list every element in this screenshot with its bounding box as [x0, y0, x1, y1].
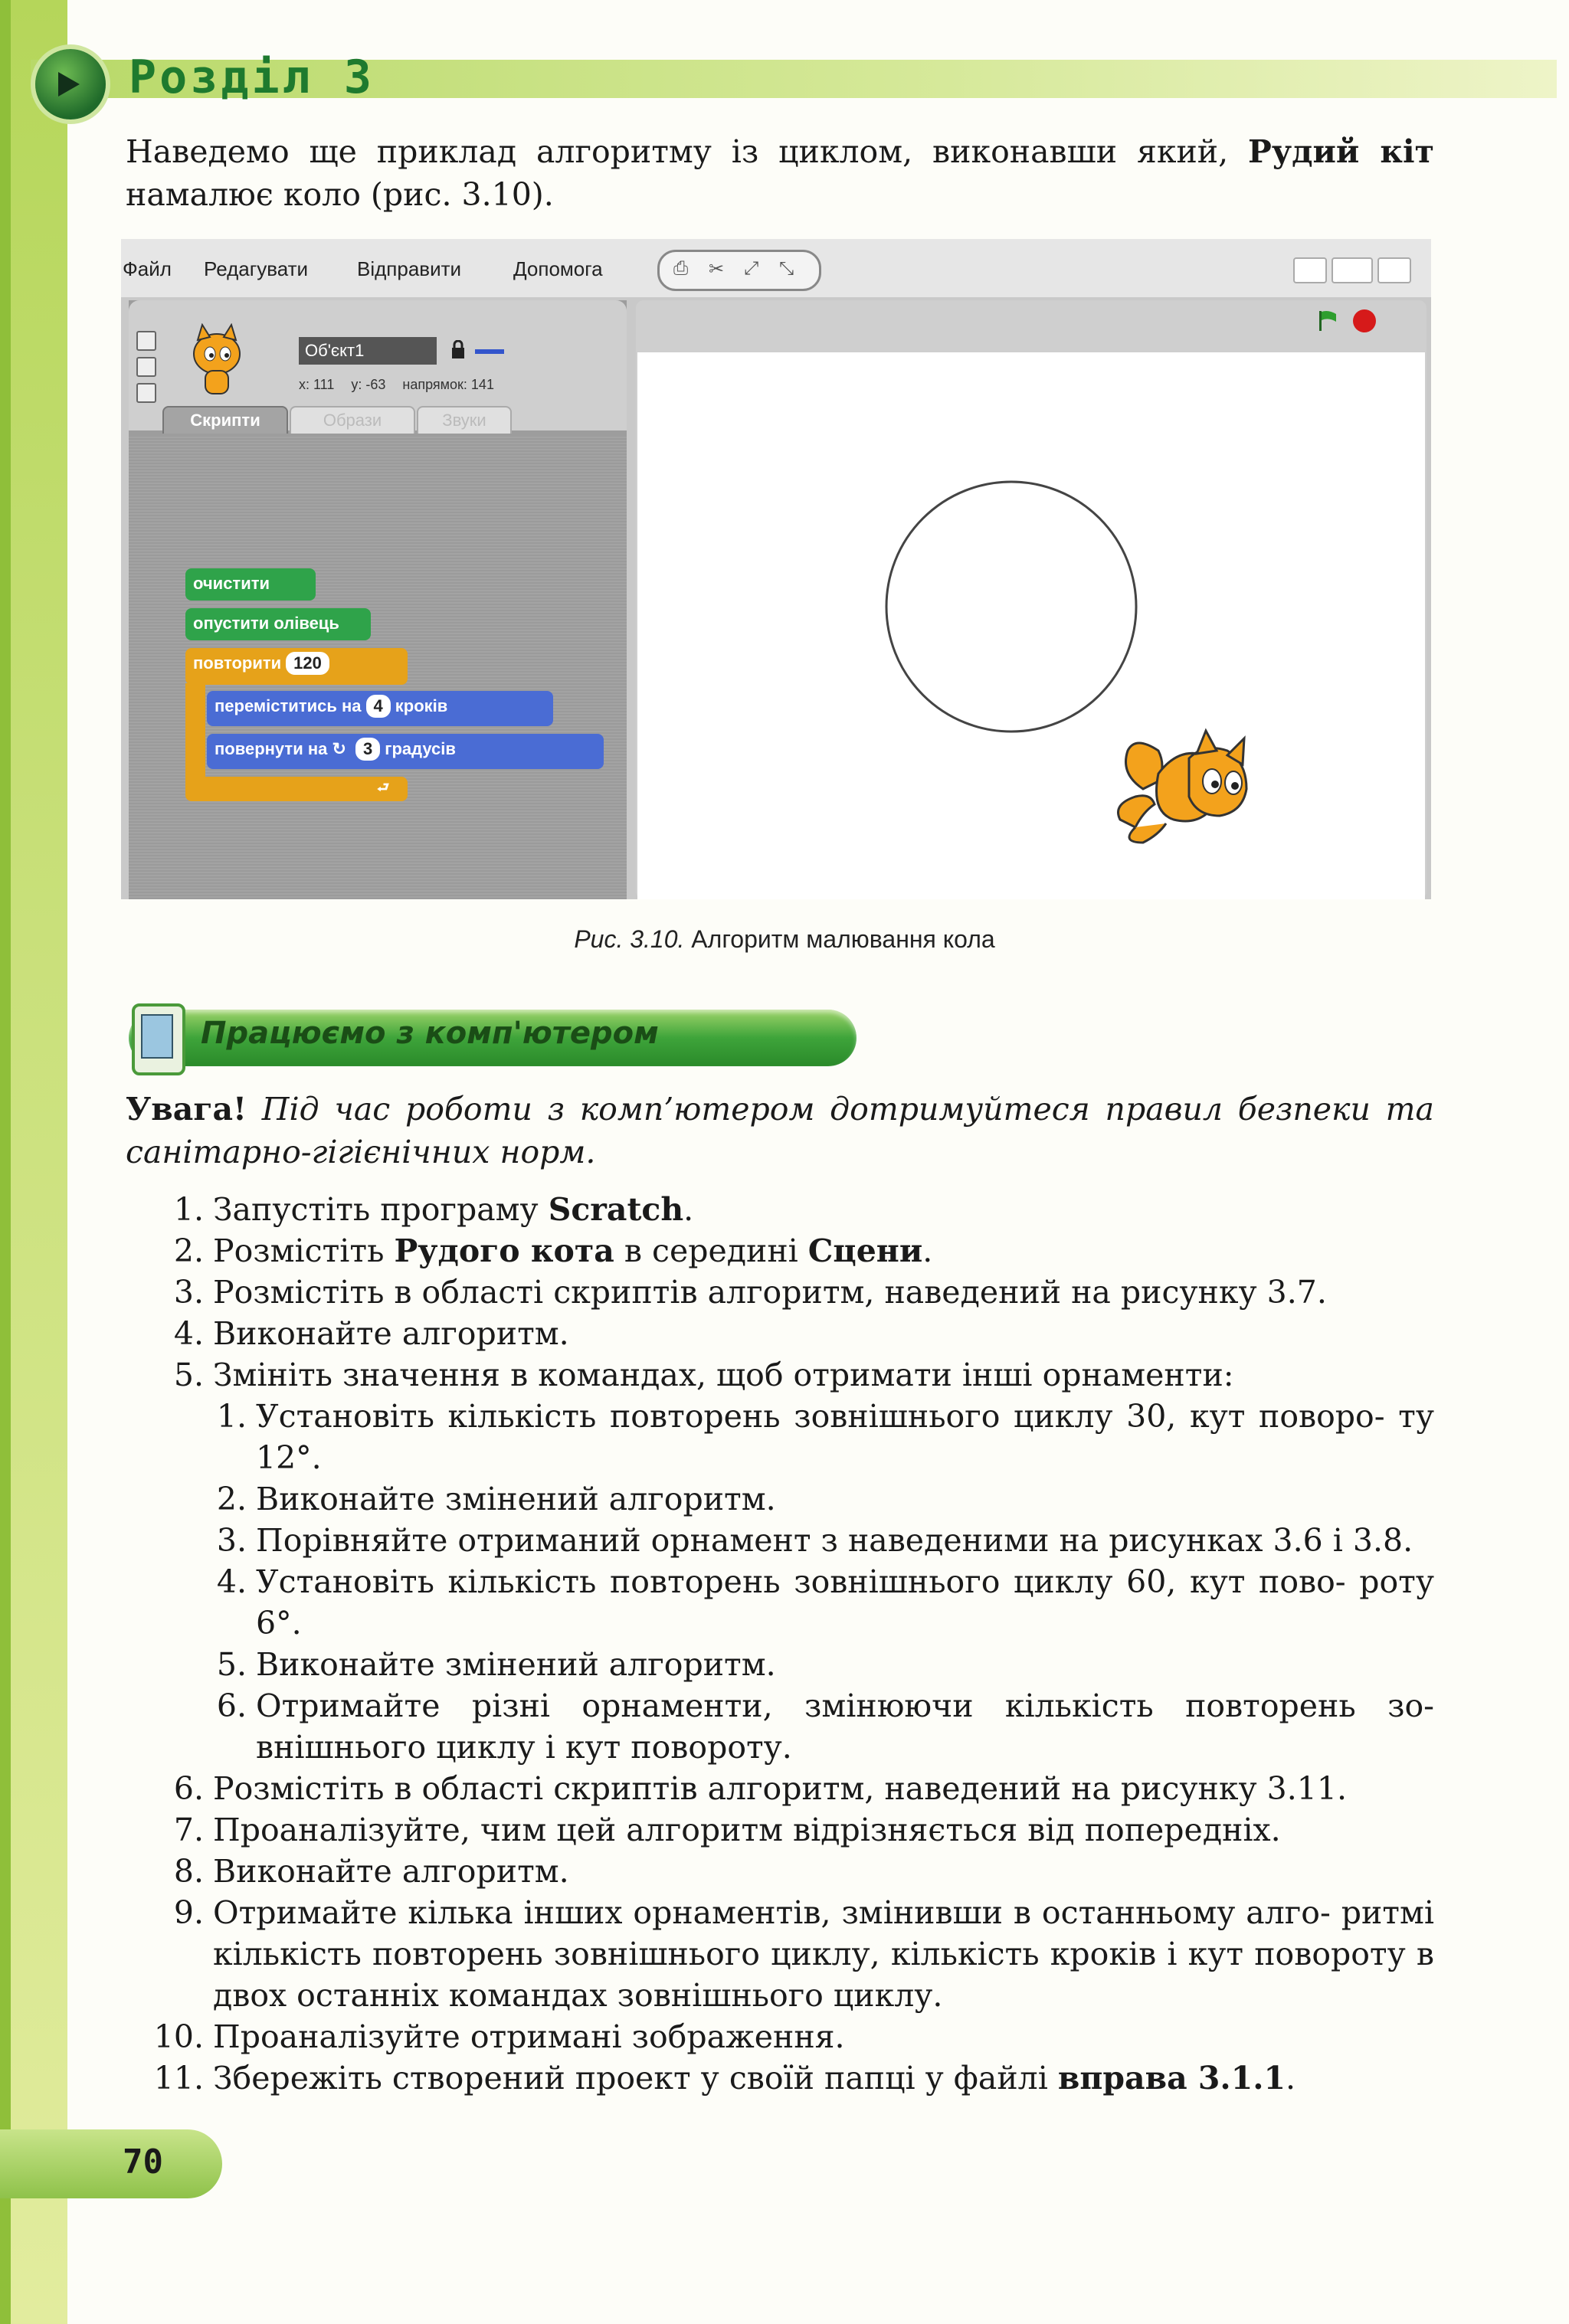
task-text [256, 1685, 1434, 1768]
task-text [256, 1561, 1434, 1644]
task-item [0, 2016, 1569, 2057]
task-number: 3. [173, 1274, 204, 1311]
task-text [213, 1272, 1434, 1313]
task-text-part: Порівняйте отриманий орнамент з наведеними на рисунках 3.6 і 3.8. [256, 1522, 1413, 1559]
pen-down-block[interactable]: опустити олівець [185, 608, 371, 640]
task-number: 2. [216, 1481, 247, 1517]
sprite-info [129, 300, 627, 430]
task-number: 4. [173, 1315, 204, 1352]
sprite-name-field[interactable]: Об'єкт1 [299, 337, 437, 365]
task-text-part: Розмістіть в області скриптів алгоритм, наведений на рисунку 3.11. [213, 1770, 1347, 1807]
figure-caption [0, 925, 1569, 954]
task-text [213, 1189, 1434, 1230]
cut-icon[interactable]: ✂ [709, 259, 725, 280]
task-text-part: Запустіть програму [213, 1191, 549, 1228]
turn-degrees[interactable]: 3 [355, 738, 380, 761]
coord-y: y: -63 [351, 377, 386, 392]
presentation-icon[interactable] [1377, 257, 1411, 283]
small-stage-icon[interactable] [1293, 257, 1327, 283]
intro-text: Наведемо ще приклад алгоритму із циклом, виконавши який, [126, 133, 1249, 170]
task-text-part: Проаналізуйте, чим цей алгоритм відрізняється від попередніх. [213, 1812, 1281, 1848]
move-unit: кроків [395, 696, 448, 715]
task-number: 10. [153, 2018, 204, 2055]
task-text [213, 2057, 1434, 2099]
menu-item-file[interactable]: Файл [123, 257, 172, 280]
caption-label: Рис. 3.10. [574, 925, 685, 953]
turn-label: повернути на [215, 739, 328, 758]
direction-indicator [475, 349, 504, 354]
task-text [256, 1520, 1434, 1561]
menu-bar [121, 239, 1431, 297]
task-text-part: Виконайте змінений алгоритм. [256, 1481, 776, 1517]
grow-icon[interactable]: ⤢ [744, 258, 759, 279]
task-text [213, 1809, 1434, 1851]
task-text-part: Розмістіть [213, 1232, 395, 1269]
flip-icon[interactable] [136, 357, 156, 377]
task-item [0, 1230, 1569, 1272]
sub-task-item [0, 1685, 1569, 1768]
task-text-part: . [683, 1191, 694, 1228]
turn-block[interactable] [207, 734, 604, 769]
page-number: 70 [123, 2142, 163, 2182]
caption-text: Алгоритм малювання кола [684, 925, 995, 953]
chapter-title: Розділ 3 [129, 51, 375, 104]
task-text-part: в середині [614, 1232, 808, 1269]
task-text-part: Виконайте змінений алгоритм. [256, 1646, 776, 1683]
task-text-part: Змініть значення в командах, щоб отримати інші орнаменти: [213, 1357, 1234, 1393]
lock-icon[interactable] [450, 340, 466, 360]
stage-drawing [637, 352, 1425, 899]
no-rotate-icon[interactable] [136, 383, 156, 403]
task-text [213, 2016, 1434, 2057]
coord-x: x: 111 [299, 377, 335, 392]
task-text [213, 1230, 1434, 1272]
task-number: 6. [216, 1687, 247, 1724]
shrink-icon[interactable]: ⤡ [779, 258, 794, 279]
turn-cw-icon: ↻ [327, 739, 352, 758]
task-text [256, 1478, 1434, 1520]
move-block[interactable] [207, 691, 553, 726]
drawn-circle [886, 482, 1136, 732]
chapter-arrow-icon [35, 49, 106, 119]
sub-task-item [0, 1520, 1569, 1561]
task-text [213, 1354, 1434, 1396]
repeat-end [185, 777, 408, 801]
sub-task-item [0, 1478, 1569, 1520]
scratch-figure [121, 239, 1431, 899]
repeat-label: повторити [193, 653, 282, 673]
intro-bold: Рудий кіт [1248, 133, 1434, 170]
attention-text: Під час роботи з комп’ютером дотримуйтеся правил безпеки та санітарно-гігієнічних норм. [126, 1091, 1434, 1170]
edit-tools [657, 250, 821, 291]
task-text-part: Виконайте алгоритм. [213, 1315, 569, 1352]
stage-panel [636, 300, 1427, 899]
task-text-part: Отримайте різні орнаменти, змінюючи кількість повторень зо- внішнього циклу і кут повороту. [256, 1687, 1434, 1766]
stage-controls [636, 300, 1427, 339]
stop-icon[interactable] [1353, 309, 1376, 332]
task-item [0, 1272, 1569, 1313]
stage[interactable] [637, 352, 1425, 899]
repeat-c-side [185, 683, 205, 790]
menu-item-help[interactable]: Допомога [513, 257, 603, 280]
sub-task-item [0, 1396, 1569, 1478]
tab-sounds[interactable]: Звуки [417, 406, 512, 434]
intro-paragraph [126, 130, 1434, 216]
scripts-area[interactable] [129, 437, 627, 899]
tab-scripts[interactable]: Скрипти [162, 406, 288, 434]
task-text-part: Розмістіть в області скриптів алгоритм, наведений на рисунку 3.7. [213, 1274, 1327, 1311]
stamp-icon[interactable]: ⎙ [673, 258, 689, 279]
scripts-panel [129, 300, 627, 899]
tab-costumes[interactable]: Образи [290, 406, 415, 434]
page-number-tab [0, 2129, 222, 2198]
move-label: переміститись на [215, 696, 362, 715]
task-number: 7. [173, 1812, 204, 1848]
rotation-style-icons [136, 331, 155, 408]
computer-icon [132, 1003, 185, 1075]
task-text [213, 1768, 1434, 1809]
task-text-part: Проаналізуйте отримані зображення. [213, 2018, 845, 2055]
task-text-part: Збережіть створений проект у своїй папці у файлі [213, 2060, 1058, 2097]
task-item [0, 2057, 1569, 2099]
task-text [213, 1313, 1434, 1354]
task-item [0, 1768, 1569, 1809]
task-list [0, 1189, 1569, 2099]
task-text [256, 1644, 1434, 1685]
sprite-coords [299, 377, 511, 393]
normal-stage-icon[interactable] [1332, 257, 1373, 283]
view-mode-icons [1293, 256, 1408, 283]
move-steps[interactable]: 4 [366, 695, 391, 718]
task-number: 9. [173, 1894, 204, 1931]
task-number: 6. [173, 1770, 204, 1807]
task-text [213, 1851, 1434, 1892]
repeat-count[interactable]: 120 [286, 652, 329, 675]
coord-dir: напрямок: 141 [402, 377, 494, 392]
task-item [0, 1809, 1569, 1851]
task-text-part: . [1286, 2060, 1296, 2097]
task-number: 1. [173, 1191, 204, 1228]
clear-block[interactable]: очистити [185, 568, 316, 601]
sub-task-item [0, 1561, 1569, 1644]
menu-item-edit[interactable]: Редагувати [204, 257, 309, 280]
attention-label: Увага! [126, 1091, 247, 1128]
scratch-cat-sprite[interactable] [1119, 731, 1247, 843]
task-item [0, 1892, 1569, 2016]
task-text [256, 1396, 1434, 1478]
task-text [213, 1892, 1434, 2016]
loop-arrow-icon: ⮐ [377, 780, 390, 795]
repeat-block[interactable] [185, 648, 408, 685]
rotate-icon[interactable] [136, 331, 156, 351]
task-item [0, 1189, 1569, 1230]
menu-item-share[interactable]: Відправити [357, 257, 462, 280]
sub-task-item [0, 1644, 1569, 1685]
task-bold: Рудого кота [394, 1232, 614, 1269]
task-number: 4. [216, 1563, 247, 1600]
task-number: 11. [153, 2060, 204, 2097]
task-text-part: Виконайте алгоритм. [213, 1853, 569, 1890]
work-title: Працюємо з комп'ютером [201, 1016, 659, 1051]
task-number: 8. [173, 1853, 204, 1890]
task-text-part: . [922, 1232, 933, 1269]
task-bold: Scratch [548, 1191, 684, 1228]
task-text-part: Установіть кількість повторень зовнішнього циклу 60, кут пово- роту 6°. [256, 1563, 1434, 1642]
task-item [0, 1313, 1569, 1354]
task-item [0, 1354, 1569, 1396]
task-bold: Сцени [807, 1232, 923, 1269]
task-number: 3. [216, 1522, 247, 1559]
sprite-thumbnail-cat-icon [182, 323, 251, 400]
intro-text-end: намалює коло (рис. 3.10). [126, 176, 554, 213]
attention-paragraph [126, 1088, 1434, 1173]
task-number: 5. [216, 1646, 247, 1683]
task-item [0, 1851, 1569, 1892]
task-number: 2. [173, 1232, 204, 1269]
task-number: 5. [173, 1357, 204, 1393]
green-flag-icon[interactable] [1316, 309, 1339, 332]
task-number: 1. [216, 1398, 247, 1435]
task-text-part: Отримайте кілька інших орнаментів, змінивши в останньому алго- ритмі кількість повторень зовнішнього циклу, кількість кроків і кут повороту в двох останніх командах зовнішнього циклу. [213, 1894, 1434, 2014]
turn-unit: градусів [385, 739, 456, 758]
task-bold: вправа 3.1.1 [1057, 2060, 1286, 2097]
task-text-part: Установіть кількість повторень зовнішнього циклу 30, кут поворо- ту 12°. [256, 1398, 1434, 1476]
